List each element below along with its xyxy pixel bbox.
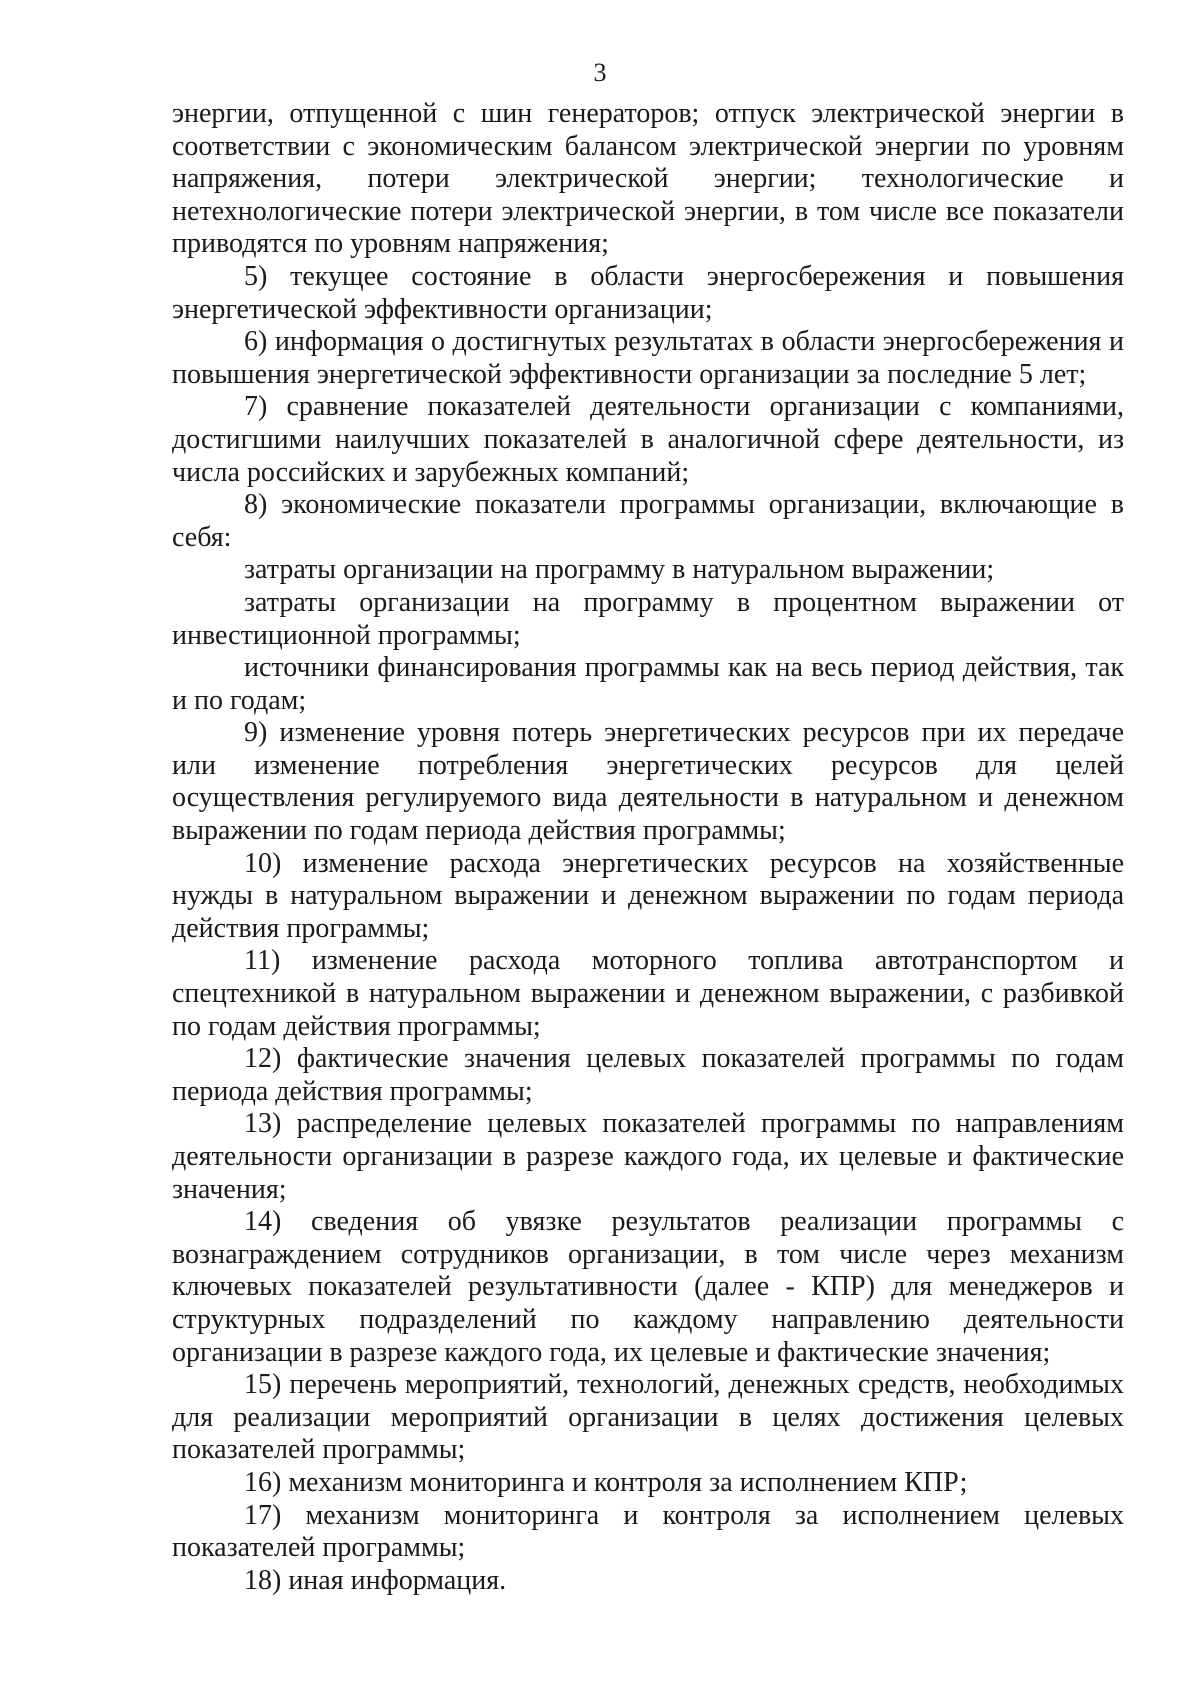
list-item-8: 8) экономические показатели программы организации, включающие в себя: bbox=[172, 489, 1124, 553]
document-body bbox=[172, 98, 1124, 1597]
list-item-12: 12) фактические значения целевых показателей программы по годам периода действия программы; bbox=[172, 1043, 1124, 1107]
sub-item-costs-natural: затраты организации на программу в натуральном выражении; bbox=[244, 554, 995, 586]
list-item-14: 14) сведения об увязке результатов реализации программы с вознаграждением сотрудников организации, в том числе через механизм ключевых показателей результативности (далее - КПР) для менеджеров и структурных подразделений по каждому направлению деятельности организации в разрезе каждого года, их целевые и фактические значения; bbox=[172, 1206, 1124, 1368]
list-item-11: 11) изменение расхода моторного топлива автотранспортом и спецтехникой в натуральном выражении и денежном выражении, с разбивкой по годам действия программы; bbox=[172, 945, 1124, 1042]
sub-item-costs-percent: затраты организации на программу в процентном выражении от инвестиционной программы; bbox=[172, 586, 1124, 651]
sub-item-funding-sources: источники финансирования программы как на весь период действия, так и по годам; bbox=[172, 652, 1124, 716]
list-item-5: 5) текущее состояние в области энергосбережения и повышения энергетической эффективности организации; bbox=[172, 260, 1124, 325]
list-item-13: 13) распределение целевых показателей программы по направлениям деятельности организации в разрезе каждого года, их целевые и фактические значения; bbox=[172, 1108, 1124, 1205]
page-number: 3 bbox=[593, 58, 607, 87]
list-item-9: 9) изменение уровня потерь энергетических ресурсов при их передаче или изменение потребления энергетических ресурсов для целей осуществления регулируемого вида деятельности в натуральном и денежном выражении по годам периода действия программы; bbox=[172, 717, 1124, 847]
list-item-7: 7) сравнение показателей деятельности организации с компаниями, достигшими наилучших показателей в аналогичной сфере деятельности, из числа российских и зарубежных компаний; bbox=[172, 391, 1124, 488]
list-item-6: 6) информация о достигнутых результатах в области энергосбережения и повышения энергетической эффективности организации за последние 5 лет; bbox=[172, 326, 1124, 390]
list-item-10: 10) изменение расхода энергетических ресурсов на хозяйственные нужды в натуральном выражении и денежном выражении по годам периода действия программы; bbox=[172, 847, 1124, 944]
list-item-16: 16) механизм мониторинга и контроля за исполнением КПР; bbox=[244, 1466, 968, 1498]
list-item-15: 15) перечень мероприятий, технологий, денежных средств, необходимых для реализации мероприятий организации в целях достижения целевых показателей программы; bbox=[172, 1369, 1124, 1466]
paragraph-continuation: энергии, отпущенной с шин генераторов; отпуск электрической энергии в соответствии с экономическим балансом электрической энергии по уровням напряжения, потери электрической энергии; технологические и нетехнологические потери электрической энергии, в том числе все показатели приводятся по уровням напряжения; bbox=[172, 98, 1124, 260]
list-item-18: 18) иная информация. bbox=[244, 1564, 507, 1596]
list-item-17: 17) механизм мониторинга и контроля за исполнением целевых показателей программы; bbox=[172, 1499, 1124, 1564]
